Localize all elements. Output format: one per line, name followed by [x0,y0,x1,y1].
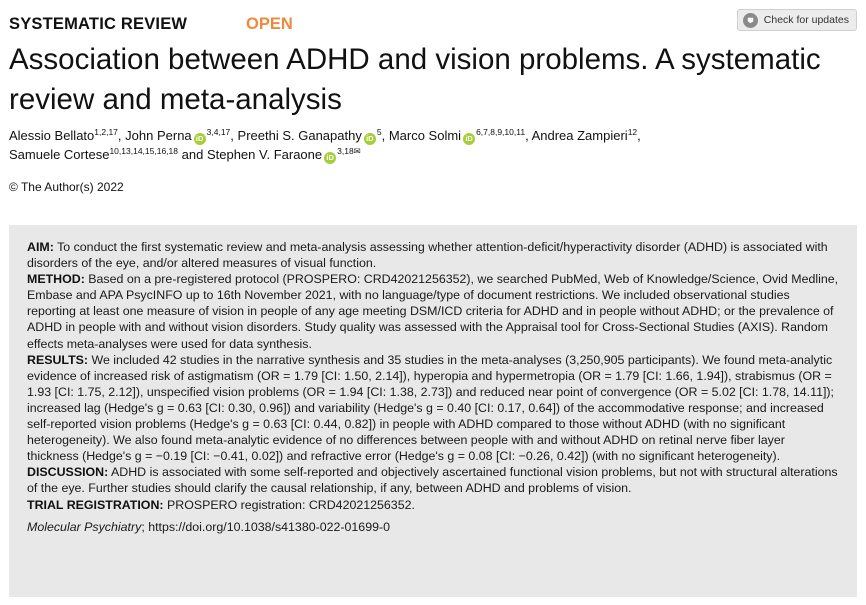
orcid-icon[interactable]: iD [324,152,336,164]
aim-label: AIM: [27,240,54,254]
abstract-aim [27,239,839,271]
affiliation-sup: 3,18 [337,146,354,156]
article-header [9,13,857,37]
author-conjunction: and [181,147,204,162]
trial-registration-label: TRIAL REGISTRATION: [27,497,164,512]
author-name[interactable]: Andrea Zampieri [531,128,628,143]
orcid-icon[interactable]: iD [364,133,376,145]
affiliation-sup: 6,7,8,9,10,11 [476,127,526,137]
envelope-icon[interactable]: ✉ [353,146,361,156]
discussion-text: ADHD is associated with some self-reported and objectively ascertained functional vision problems, but not with structural alterations of the eye. Further studies should clarify the causal relationship, if any, between ADHD and problems of vision. [27,465,838,496]
trial-registration-text: PROSPERO registration: CRD42021256352. [166,497,415,512]
affiliation-sup: 12 [627,127,638,137]
author-name[interactable]: John Perna [125,128,192,143]
author-list: Alessio Bellato$^{1,2,17}$, John Perna iD$^{3,4,17}$, Preethi S. Ganapathy $iD^5$, Marco Solmi iD$^{6,7,8,9,10,11}$, Andrea Zampieri$^{12}$, Samuele Cortese$^{10,13,14,15,16,18}$ and Stephen V. Faraone $iD^{3,18✉}$ [9,127,641,162]
author-name[interactable]: Stephen V. Faraone [206,147,323,162]
discussion-label: DISCUSSION: [27,465,109,480]
check-for-updates-button[interactable] [737,9,857,31]
copyright-notice: © The Author(s) 2022 [9,180,124,194]
author-name[interactable]: Preethi S. Ganapathy [237,128,362,143]
abstract-method [27,271,839,351]
journal-name: Molecular Psychiatry [27,519,142,534]
results-text: We included 42 studies in the narrative synthesis and 35 studies in the meta-analyses (3,250,905 participants). We found meta-analytic evidence of increased risk of astigmatism (OR = 1.79 [CI: 1.50, 2.14]), hyperopia and hypermetropia (OR = 1.79 [CI: 1.66, 1.94]), strabismus (OR = 1.93 [CI: 1.75, 2.12]), unspecified vision problems (OR = 1.94 [CI: 1.38, 2.73]) and reduced near point of convergence (OR = 5.02 [CI: 1.78, 14.11]); increased lag (Hedge's g = 0.63 [CI: 0.30, 0.96]) and variability (Hedge's g = 0.40 [CI: 0.17, 0.64]) of the accommodative response; and increased self-reported vision problems (Hedge's g = 0.63 [CI: 0.44, 0.82]) in people with ADHD compared to those without ADHD (with no significant heterogeneity). We also found meta-analytic evidence of no differences between people with and without ADHD on retinal nerve fiber layer thickness (Hedge's g = −0.19 [CI: −0.41, 0.02]) and refractive error (Hedge's g = 0.08 [CI: −0.26, 0.42]) (with no significant heterogeneity). [27,352,835,464]
orcid-icon[interactable]: iD [463,133,475,145]
open-access-label: OPEN [246,15,293,33]
results-label: RESULTS: [27,352,89,367]
abstract-results [27,352,839,465]
doi-link[interactable]: ; https://doi.org/10.1038/s41380-022-01699-0 [141,519,390,534]
affiliation-sup: 3,4,17 [206,127,231,137]
orcid-icon[interactable]: iD [194,133,206,145]
journal-citation [27,519,839,535]
crossmark-icon [743,13,758,28]
affiliation-sup: 5 [376,127,382,137]
affiliation-sup: 1,2,17 [94,127,118,137]
author-name[interactable]: Alessio Bellato [9,128,95,143]
method-label: METHOD: [27,272,85,287]
affiliation-sup: 10,13,14,15,16,18 [109,146,178,156]
abstract-discussion [27,464,839,496]
method-text: Based on a pre-registered protocol (PROSPERO: CRD42021256352), we searched PubMed, Web of Knowledge/Science, Ovid Medline, Embase and APA PsycINFO up to 16th November 2021, with no language/type of document restrictions. We included observational studies reporting at least one measure of vision in people of any age meeting DSM/ICD criteria for ADHD and in people without ADHD; or the prevalence of ADHD in people with and without vision disorders. Study quality was assessed with the Appraisal tool for Cross-Sectional Studies (AXIS). Random effects meta-analyses were used for data synthesis. [27,272,839,351]
check-for-updates-label: Check for updates [763,14,849,26]
abstract-box [9,225,857,597]
author-name[interactable]: Marco Solmi [388,128,462,143]
article-type-label: SYSTEMATIC REVIEW [9,15,188,33]
abstract-trial-registration [27,497,839,513]
aim-text: To conduct the first systematic review and meta-analysis assessing whether attention-deficit/hyperactivity disorder (ADHD) is associated with disorders of the eye, and/or altered measures of visual function. [27,240,828,271]
author-name[interactable]: Samuele Cortese [9,147,110,162]
article-title: Association between ADHD and vision problems. A systematic review and meta-analysis [9,43,821,116]
